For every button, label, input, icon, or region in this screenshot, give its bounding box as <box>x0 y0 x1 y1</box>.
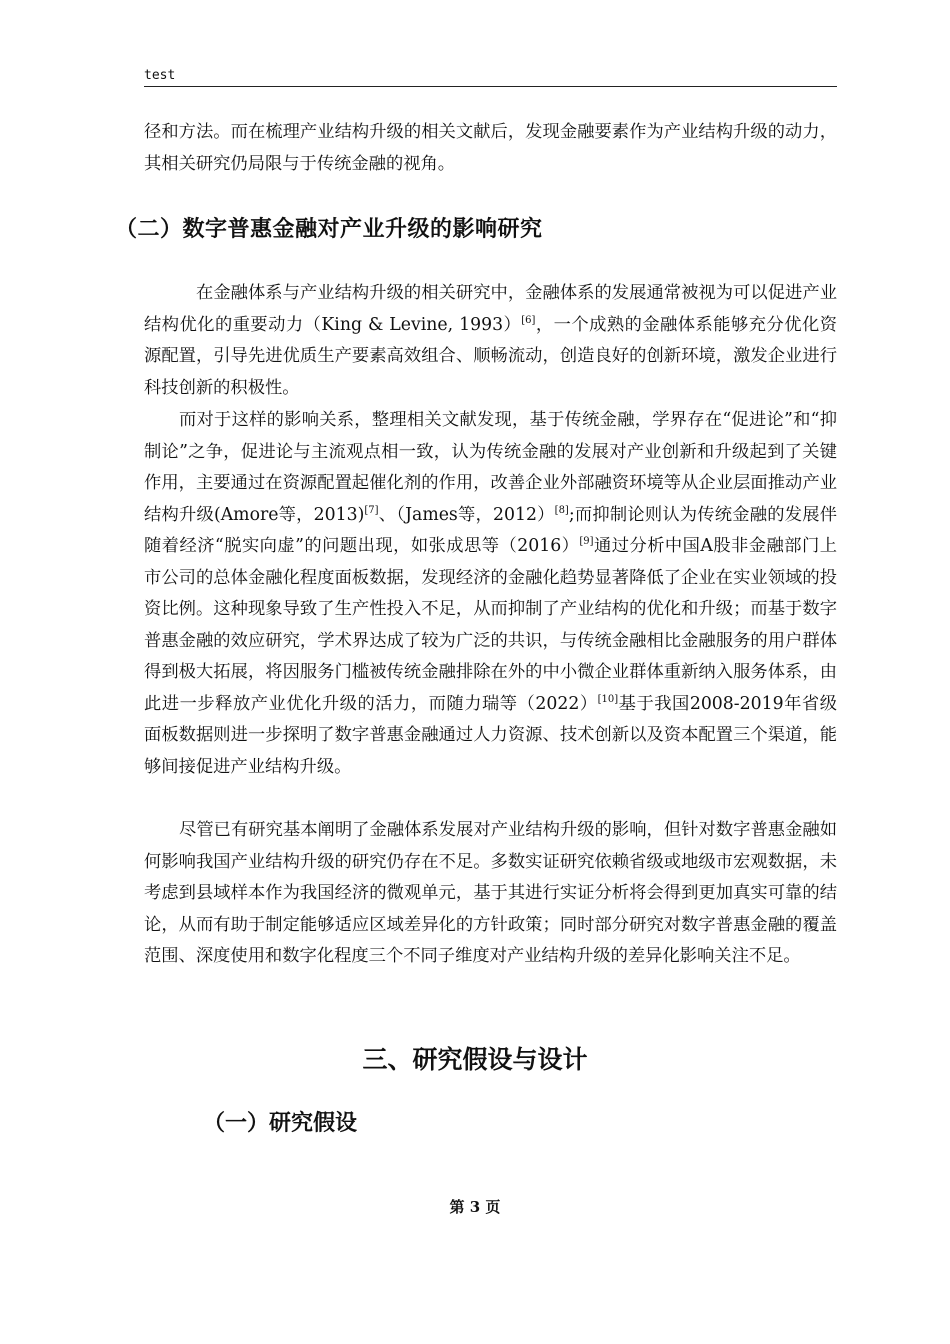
top-paragraph: 径和方法。而在梳理产业结构升级的相关文献后，发现金融要素作为产业结构升级的动力，其相关研究仍局限与于传统金融的视角。 <box>144 122 837 174</box>
paragraph-3: 尽管已有研究基本阐明了金融体系发展对产业结构升级的影响，但针对数字普惠金融如何影响我国产业结构升级的研究仍存在不足。多数实证研究依赖省级或地级市宏观数据，未考虑到县域样本作为我国经济的微观单元，基于其进行实证分析将会得到更加真实可靠的结论，从而有助于制定能够适应区域差异化的方针政策；同时部分研究对数字普惠金融的覆盖范围、深度使用和数字化程度三个不同子维度对产业结构升级的差异化影响关注不足。 <box>144 820 837 966</box>
page-number: 第 3 页 <box>449 1198 501 1216</box>
citation-10: [10] <box>597 693 619 705</box>
citation-6: [6] <box>521 314 536 326</box>
para2-text-1: 而对于这样的影响关系，整理相关文献发现，基于传统金融，学界存在“促进论”和“抑制论”之争，促进论与主流观点相一致，认为传统金融的发展对产业创新和升级起到了关键作用，主要通过在资源配置起催化剂的作用，改善企业外部融资环境等从企业层面推动产业结构升级(Amore等，2013) <box>144 410 837 525</box>
header-text: test <box>144 68 176 83</box>
citation-9: [9] <box>579 536 594 547</box>
para1-text-2: ，一个成熟的金融体系能够充分优化资源配置，引导先进优质生产要素高效组合、顺畅流动，创造良好的创新环境，激发企业进行科技创新的积极性。 <box>144 314 837 398</box>
section-heading-2: （二）数字普惠金融对产业升级的影响研究 <box>115 217 543 242</box>
paragraph-1 <box>144 278 837 404</box>
paragraph-2 <box>144 405 837 783</box>
para2-text-2: 、（James等，2012） <box>378 504 555 525</box>
citation-8: [8] <box>554 504 569 516</box>
para2-text-3: ;而抑制论则认为传统金融的发展伴随着经济“脱实向虚”的问题出现，如张成思等（2016） <box>144 504 837 556</box>
page-header <box>144 66 837 87</box>
subsection-heading: （一）研究假设 <box>203 1111 358 1136</box>
para2-text-5: 基于我国2008-2019年省级面板数据则进一步探明了数字普惠金融通过人力资源、技术创新以及资本配置三个渠道，能够间接促进产业结构升级。 <box>144 693 837 777</box>
chapter-heading: 三、研究假设与设计 <box>362 1045 588 1074</box>
citation-7: [7] <box>364 504 379 516</box>
para2-text-4: 通过分析中国A股非金融部门上市公司的总体金融化程度面板数据，发现经济的金融化趋势显著降低了企业在实业领域的投资比例。这种现象导致了生产性投入不足，从而抑制了产业结构的优化和升级；而基于数字普惠金融的效应研究，学术界达成了较为广泛的共识，与传统金融相比金融服务的用户群体得到极大拓展，将因服务门槛被传统金融排除在外的中小微企业群体重新纳入服务体系，由此进一步释放产业优化升级的活力，而随力瑞等（2022） <box>144 536 837 714</box>
para1-text-1: 在金融体系与产业结构升级的相关研究中，金融体系的发展通常被视为可以促进产业结构优化的重要动力（King & Levine, 1993） <box>144 283 837 335</box>
